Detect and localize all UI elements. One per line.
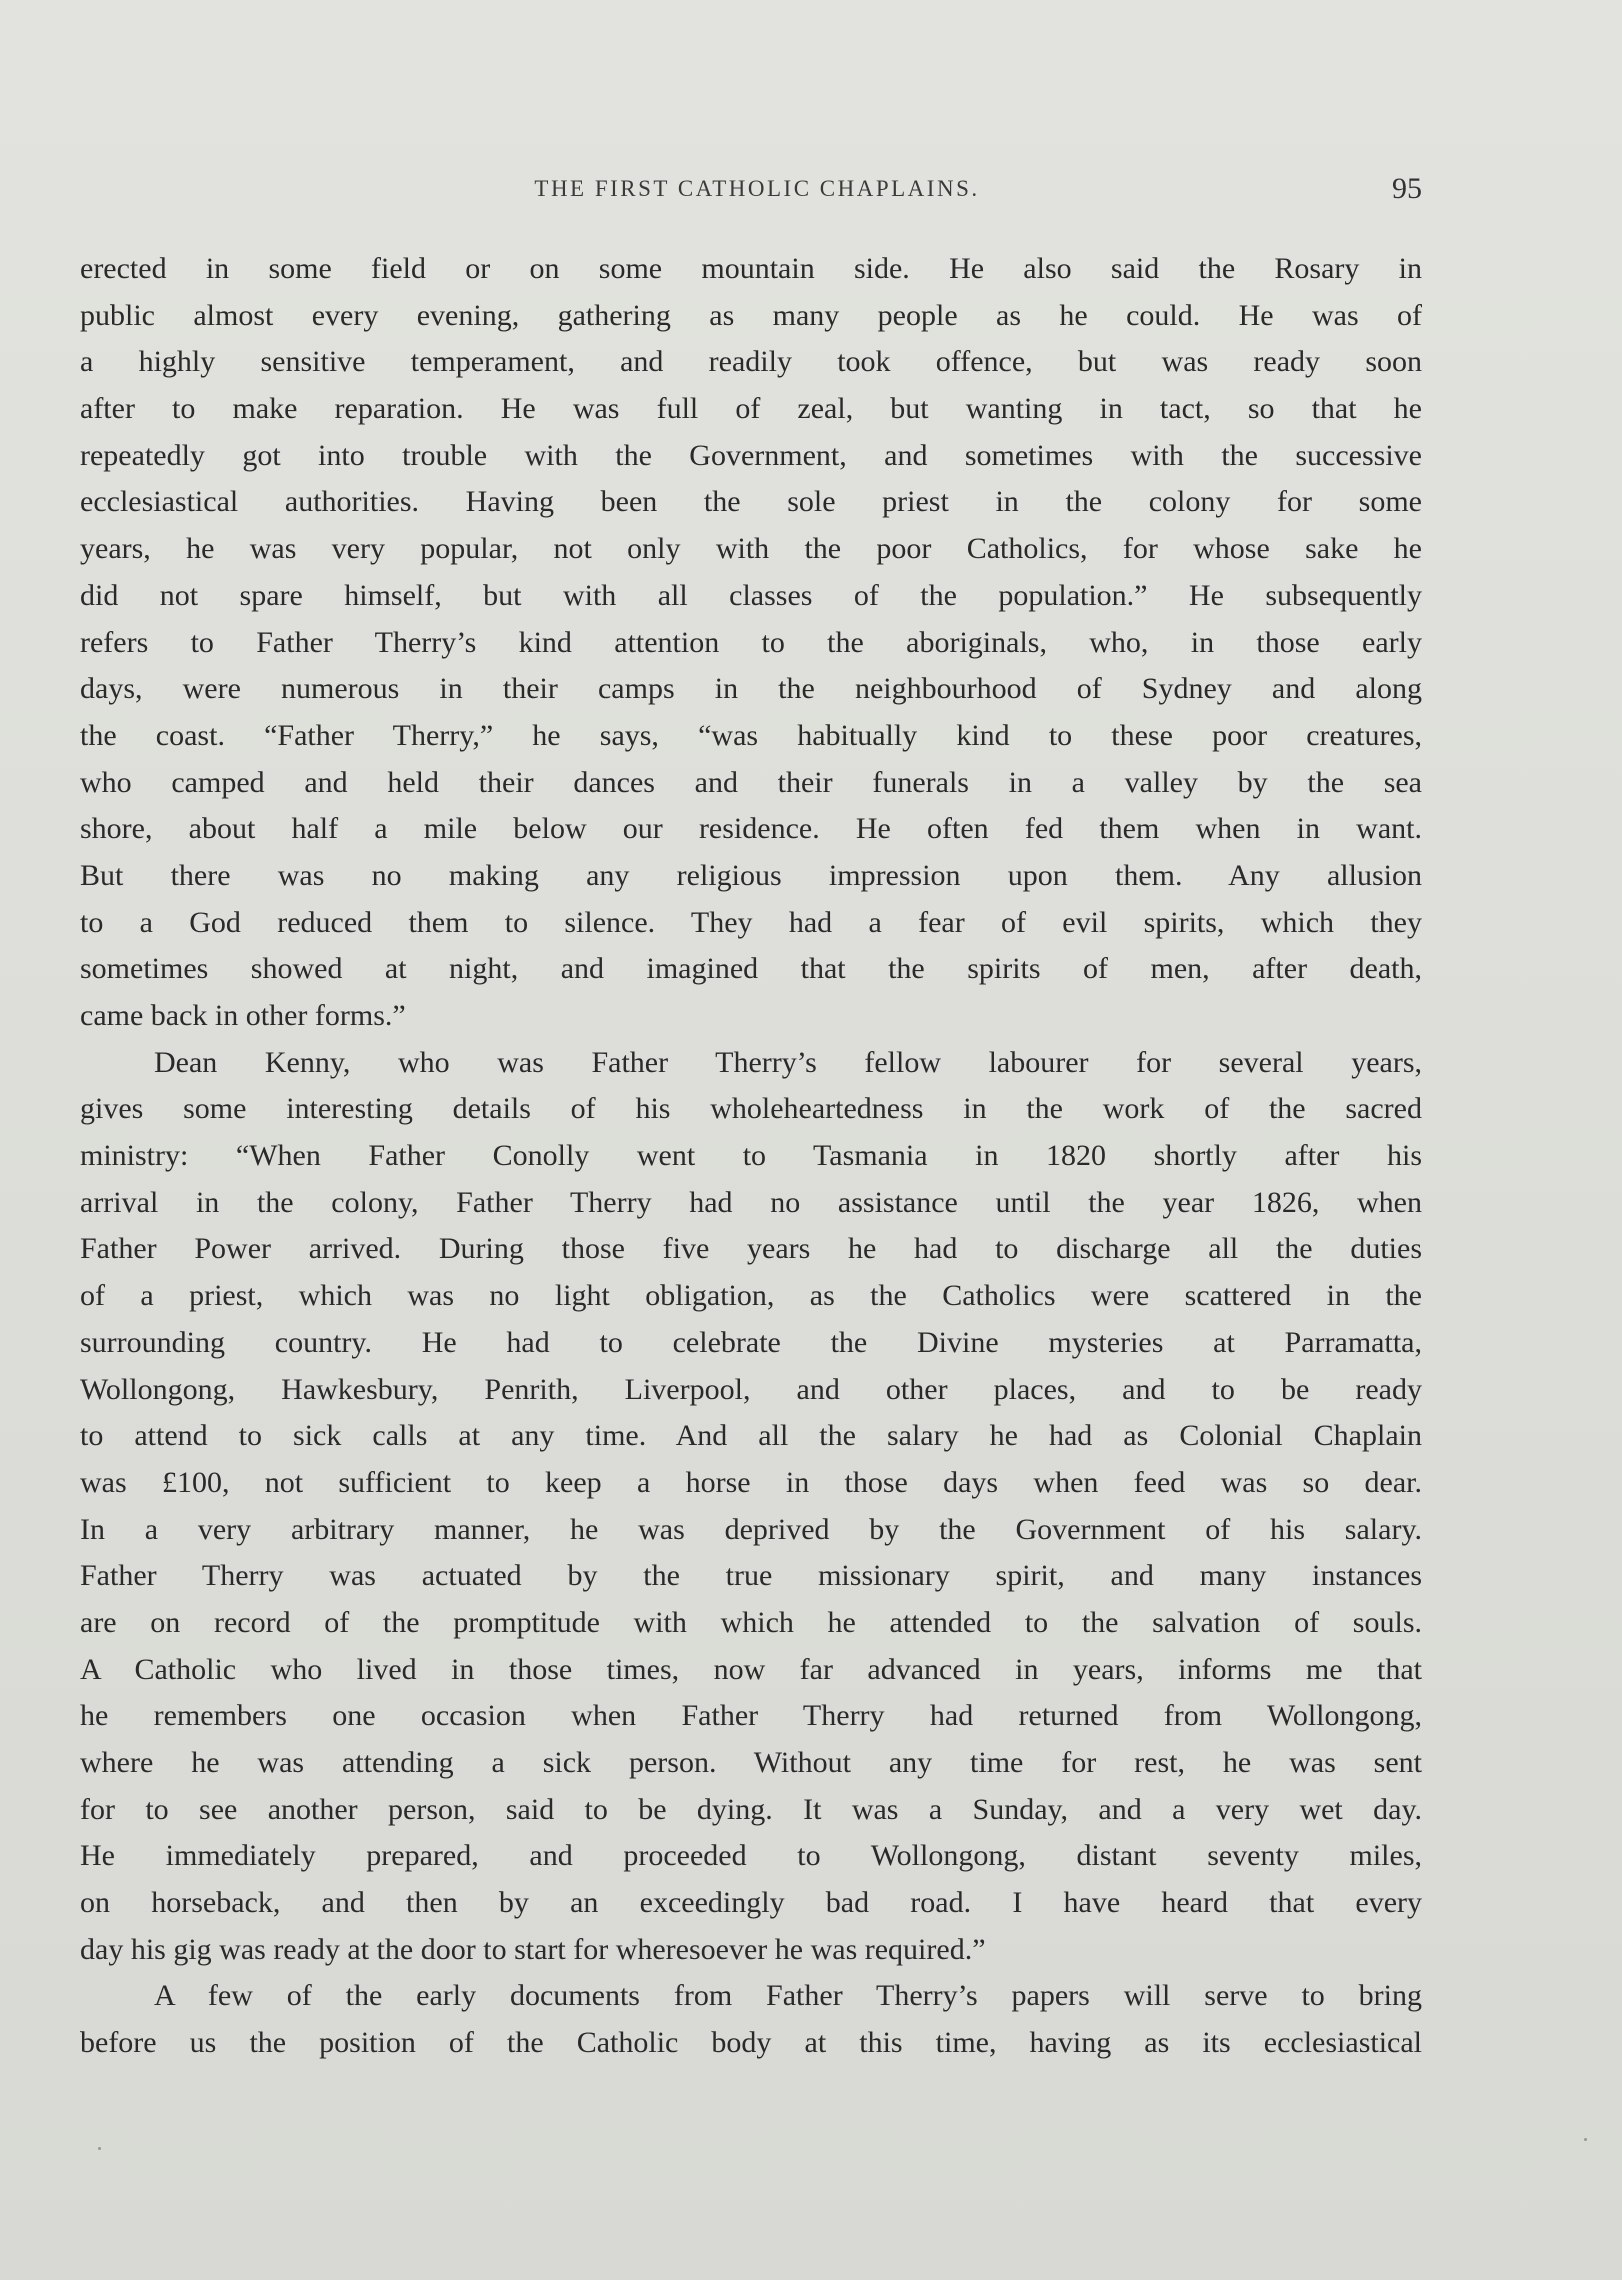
text-line: for to see another person, said to be dying. It was a Sunday, and a very wet day. [80, 1792, 1422, 1826]
text-line: before us the position of the Catholic body at this time, having as its ecclesiastical [80, 2026, 1422, 2060]
text-line: sometimes showed at night, and imagined that the spirits of men, after death, [80, 952, 1422, 986]
paragraph-start-line: A few of the early documents from Father Therry’s papers will serve to bring [154, 1979, 1422, 2013]
text-line: In a very arbitrary manner, he was deprived by the Government of his salary. [80, 1512, 1422, 1546]
text-line: ecclesiastical authorities. Having been the sole priest in the colony for some [80, 485, 1422, 519]
text-line: are on record of the promptitude with which he attended to the salvation of souls. [80, 1605, 1422, 1639]
text-line: of a priest, which was no light obligation, as the Catholics were scattered in the [80, 1279, 1422, 1313]
text-line: day his gig was ready at the door to start for wheresoever he was required.” [80, 1932, 986, 1966]
text-line: he remembers one occasion when Father Therry had returned from Wollongong, [80, 1699, 1422, 1733]
text-line: But there was no making any religious impression upon them. Any allusion [80, 858, 1422, 892]
text-line: refers to Father Therry’s kind attention to the aboriginals, who, in those early [80, 625, 1422, 659]
text-line: after to make reparation. He was full of zeal, but wanting in tact, so that he [80, 392, 1422, 426]
text-line: Father Therry was actuated by the true missionary spirit, and many instances [80, 1559, 1422, 1593]
text-line: a highly sensitive temperament, and readily took offence, but was ready soon [80, 345, 1422, 379]
text-line: did not spare himself, but with all classes of the population.” He subsequently [80, 578, 1422, 612]
text-line: arrival in the colony, Father Therry had no assistance until the year 1826, when [80, 1185, 1422, 1219]
text-line: to attend to sick calls at any time. And all the salary he had as Colonial Chaplain [80, 1419, 1422, 1453]
text-line: ministry: “When Father Conolly went to Tasmania in 1820 shortly after his [80, 1139, 1422, 1173]
text-line: gives some interesting details of his wholeheartedness in the work of the sacred [80, 1092, 1422, 1126]
paper-speck [98, 2147, 101, 2150]
text-line: erected in some field or on some mountain side. He also said the Rosary in [80, 252, 1422, 285]
text-line: A Catholic who lived in those times, now far advanced in years, informs me that [80, 1652, 1422, 1686]
running-title: THE FIRST CATHOLIC CHAPLAINS. [534, 176, 980, 201]
text-line: public almost every evening, gathering as many people as he could. He was of [80, 298, 1422, 332]
text-line: was £100, not sufficient to keep a horse in those days when feed was so dear. [80, 1465, 1422, 1499]
body-text [80, 246, 1422, 2067]
text-line: on horseback, and then by an exceedingly bad road. I have heard that every [80, 1886, 1422, 1920]
text-line: He immediately prepared, and proceeded to Wollongong, distant seventy miles, [80, 1839, 1422, 1873]
page-number: 95 [1392, 172, 1422, 205]
text-line: to a God reduced them to silence. They had a fear of evil spirits, which they [80, 905, 1422, 939]
text-line: years, he was very popular, not only with the poor Catholics, for whose sake he [80, 532, 1422, 566]
text-line: days, were numerous in their camps in the neighbourhood of Sydney and along [80, 672, 1422, 706]
text-line: surrounding country. He had to celebrate the Divine mysteries at Parramatta, [80, 1325, 1422, 1359]
text-line: who camped and held their dances and their funerals in a valley by the sea [80, 765, 1422, 799]
text-line: Father Power arrived. During those five years he had to discharge all the duties [80, 1232, 1422, 1266]
text-line: shore, about half a mile below our residence. He often fed them when in want. [80, 812, 1422, 846]
text-line: repeatedly got into trouble with the Government, and sometimes with the successive [80, 438, 1422, 472]
text-line: Wollongong, Hawkesbury, Penrith, Liverpool, and other places, and to be ready [80, 1372, 1422, 1406]
text-line: came back in other forms.” [80, 999, 406, 1032]
running-head [92, 172, 1422, 216]
paragraph-start-line: Dean Kenny, who was Father Therry’s fellow labourer for several years, [154, 1045, 1422, 1079]
text-line: where he was attending a sick person. Without any time for rest, he was sent [80, 1746, 1422, 1779]
text-line: the coast. “Father Therry,” he says, “was habitually kind to these poor creatures, [80, 718, 1422, 752]
paper-speck [1584, 2138, 1587, 2141]
